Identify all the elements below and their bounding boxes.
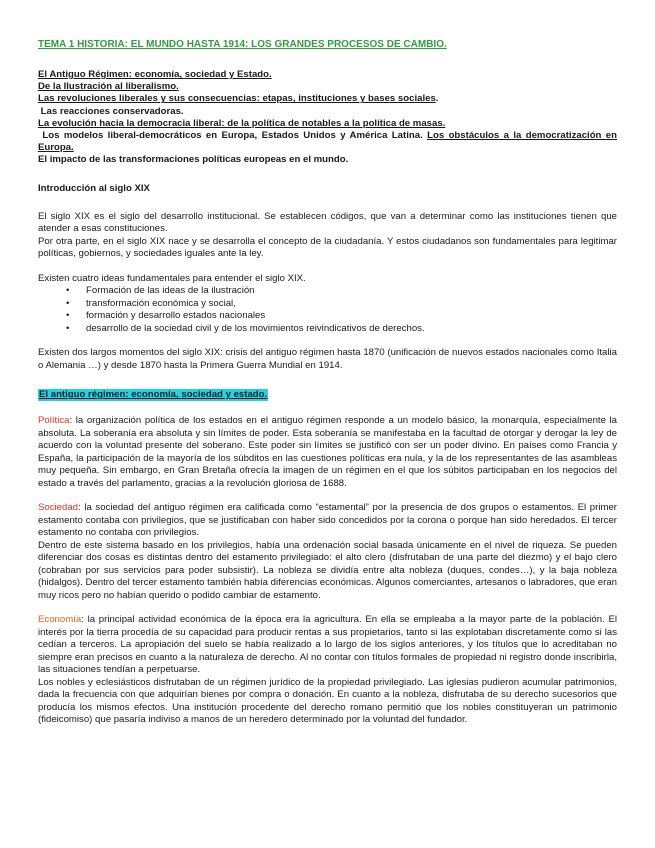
- sociedad-label: Sociedad: [38, 502, 79, 514]
- toc-item-revoluciones-text: Las revoluciones liberales y sus consecuencias: etapas, instituciones y bases sociales: [38, 93, 436, 105]
- economia-text: : la principal actividad económica de la época era la agricultura. En ella se empleaba a la mayor parte de la población. El interés por la tierra procedía de su capacidad para producir rentas a sus propietarios, tanto si las explotaban discretamente como si las cedían a terceros. La apropiación del suelo se había realizado a lo largo de los siglos anteriores, y los títulos que lo acreditaban no siempre eran precisos en cuanto a la naturaleza de derecho. Al no contar con títulos formales de propiedad ni registro donde inscribirla, las situaciones tendían a perpetuarse.: [38, 614, 617, 676]
- intro-paragraph-4: Existen dos largos momentos del siglo XIX: crisis del antiguo régimen hasta 1870 (unificación de nuevos estados nacionales como Italia o Alemania …) y desde 1870 hasta la Primera Guerra Mundial en 1914.: [38, 347, 617, 371]
- toc-item-democracia-liberal: La evolución hacia la democracia liberal: de la política de notables a la política de masas.: [38, 117, 446, 129]
- list-item: • transformación económica y social,: [66, 298, 617, 311]
- toc-item-ilustracion: De la Ilustración al liberalismo.: [38, 81, 179, 93]
- toc-item-modelos-text: Los modelos liberal-democráticos en Europa, Estados Unidos y América Latina.: [38, 130, 428, 142]
- politica-label: Política: [38, 415, 70, 427]
- economia-paragraph-2: Los nobles y eclesiásticos disfrutaban de un régimen jurídico de la propiedad privilegiado. Las iglesias pudieron acumular patrimonios, dada la frecuencia con que adquirían bienes por compra o donación. En cuanto a la nobleza, disfrutaba de su derecho sucesorios que producía los mismos efectos. Una institución procedente del derecho romano permitió que los nobles constituyeran un patrimonio (fideicomiso) que pasaría indiviso a manos de un heredero determinado por la voluntad del fundador.: [38, 676, 617, 726]
- sociedad-text: : la sociedad del antiguo régimen era calificada como “estamental” por la presencia de dos grupos o estamentos. El primer estamento contaba con privilegios, que se justificaban con haber sido concedidos por la corona o porque han sido heredados. El tercer estamento no contaba con privilegios.: [38, 502, 617, 539]
- toc-item-revoluciones: [38, 93, 617, 105]
- list-item: • desarrollo de la sociedad civil y de los movimientos reivindicativos de derechos.: [66, 323, 617, 336]
- politica-text: : la organización política de los estados en el antiguo régimen responde a un modelo básico, la monarquía, especialmente la absoluta. La soberanía era absoluta y sin límites de poder. Esta soberanía se manifestaba en la facultad de otorgar y derogar la ley de acuerdo con la voluntad presente del soberano. Este poder sin límites se justificó con ser un poder divino. En países como Francia y España, la participación de la mayoría de los súbditos en las cuestiones políticas era nula, y la de los representantes de las asambleas muy pequeña. Sin embargo, en Gran Bretaña ofrecía la imagen de un régimen en el que los súbitos participaban en los negocios del estado a través del parlamento, gracias a la revolución gloriosa de 1688.: [38, 415, 617, 489]
- intro-heading: Introducción al siglo XIX: [38, 182, 150, 194]
- intro-paragraph-2: Por otra parte, en el siglo XIX nace y se desarrolla el concepto de la ciudadanía. Y estos ciudadanos son fundamentales para legitimar políticas, gobiernos, y sociedades iguales ante la ley.: [38, 235, 617, 260]
- toc-item-impacto: El impacto de las transformaciones políticas europeas en el mundo.: [38, 154, 349, 166]
- list-item: • Formación de las ideas de la ilustración: [66, 285, 617, 298]
- sociedad-paragraph: [38, 502, 617, 540]
- list-item: • formación y desarrollo estados nacionales: [66, 310, 617, 323]
- toc-item-modelos: [38, 130, 617, 154]
- section-heading: El antiguo régimen: economía, sociedad y estado.: [39, 389, 268, 401]
- toc-item-obstaculos: Los obstáculos a la democratización en Europa.: [38, 130, 618, 154]
- intro-paragraph-1: El siglo XIX es el siglo del desarrollo institucional. Se establecen códigos, que van a determinar como las instituciones tienen que atender a esas constituciones.: [38, 210, 617, 235]
- toc-item-revoluciones-end: .: [435, 93, 439, 105]
- table-of-contents: [38, 69, 617, 167]
- ideas-list: [38, 285, 617, 335]
- toc-item-reacciones: Las reacciones conservadoras.: [38, 105, 184, 117]
- economia-paragraph: [38, 614, 617, 677]
- document-title: TEMA 1 HISTORIA: EL MUNDO HASTA 1914: LOS GRANDES PROCESOS DE CAMBIO.: [38, 39, 447, 50]
- economia-label: Economía: [38, 614, 82, 626]
- toc-item-antiguo-regimen: El Antiguo Régimen: economía, sociedad y Estado.: [38, 69, 272, 80]
- politica-paragraph: [38, 415, 617, 490]
- intro-paragraph-3: Existen cuatro ideas fundamentales para entender el siglo XIX.: [38, 272, 306, 284]
- sociedad-paragraph-2: Dentro de este sistema basado en los privilegios, había una ordenación social basada únicamente en el nivel de riqueza. Se pueden diferenciar dos cosas es distintas dentro del estamento privilegiado: el alto clero (disfrutaban de una parte del diezmo) y el bajo clero (cobraban por sus servicios para poder subsistir). La nobleza se dividía entre alta nobleza (duques, condes…), y la baja nobleza (hidalgos). Dentro del tercer estamento también había diferencias económicas. Algunos comerciantes, artesanos o labradores, que eran muy ricos pero no habían querido o podido cambiar de estamento.: [38, 539, 617, 601]
